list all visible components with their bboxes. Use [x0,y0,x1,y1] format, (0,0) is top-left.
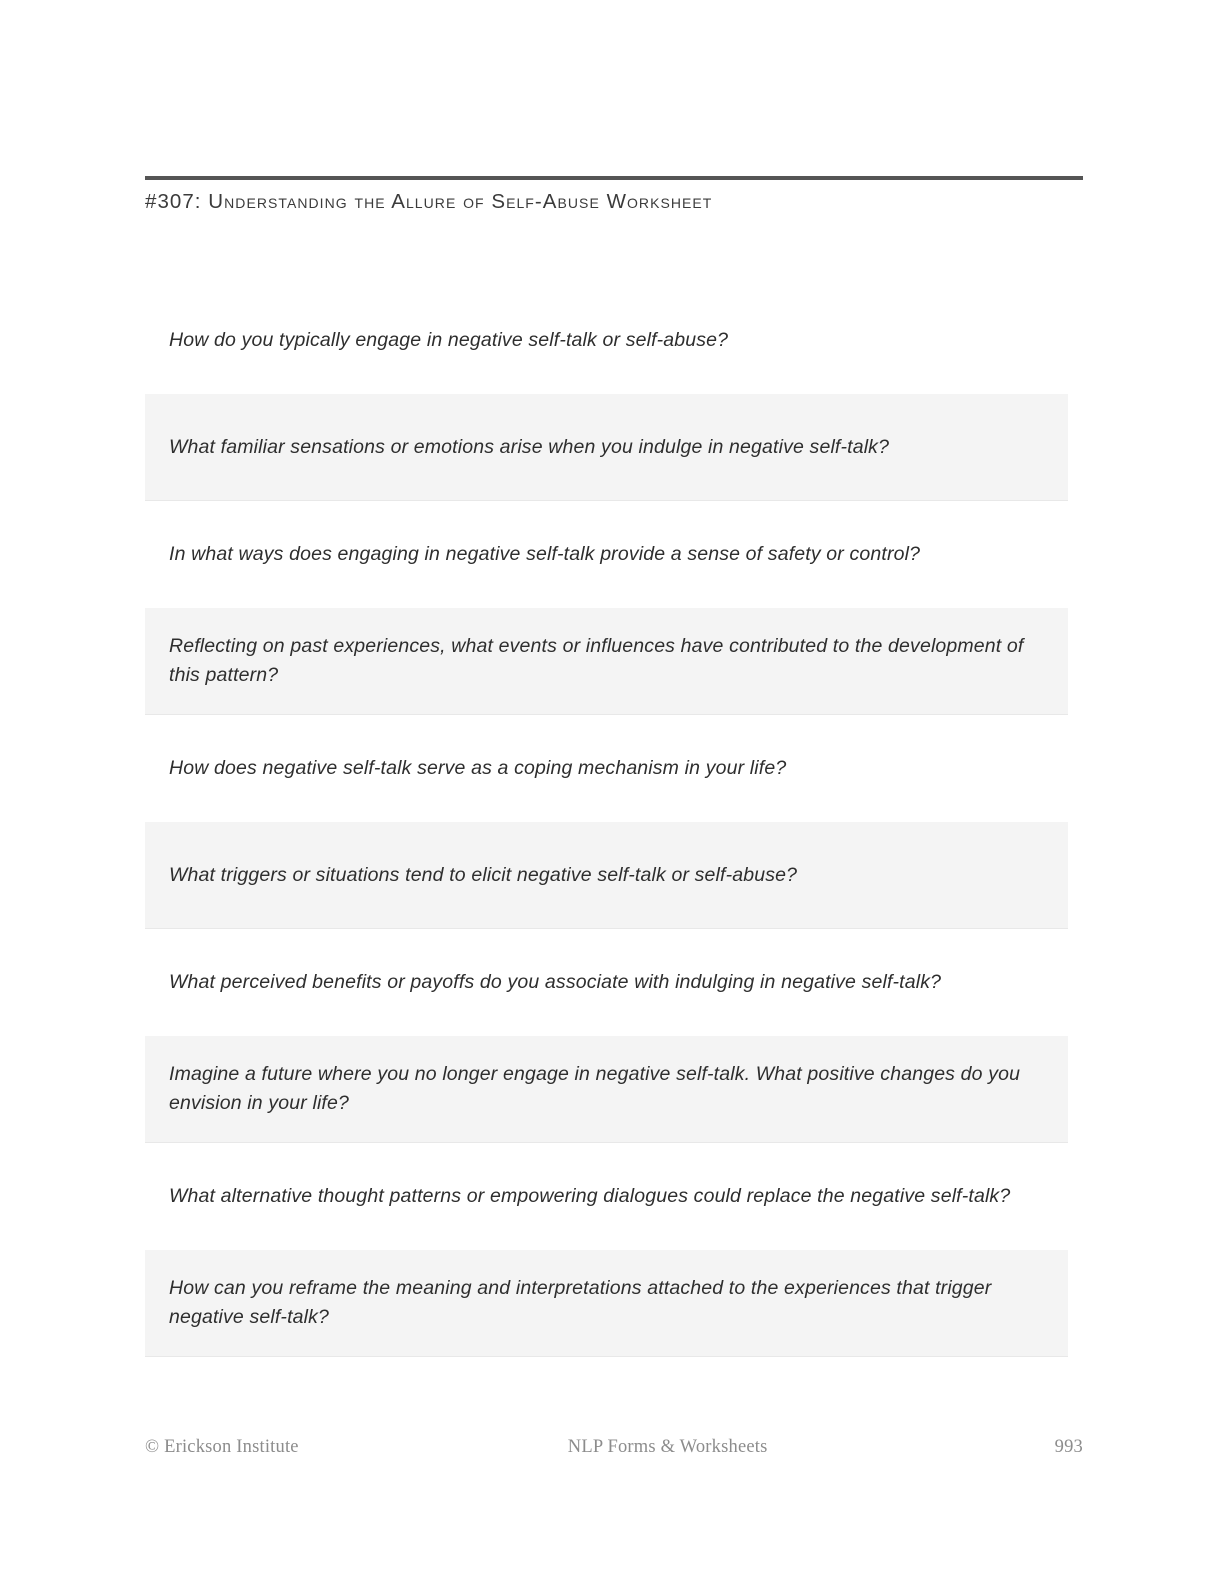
footer-section-title: NLP Forms & Worksheets [567,1437,768,1457]
question-row [145,394,1068,501]
header-rule [145,176,1083,180]
question-row [145,1250,1068,1357]
question-row [145,1036,1068,1143]
footer-page-number: 993 [1054,1437,1083,1457]
page-header [145,176,1083,215]
question-text: What alternative thought patterns or empowering dialogues could replace the negative self-talk? [169,1185,1011,1208]
question-text: What perceived benefits or payoffs do you associate with indulging in negative self-talk? [169,971,942,994]
question-row [145,929,1068,1036]
question-text: How does negative self-talk serve as a coping mechanism in your life? [169,757,787,780]
page-title: #307: Understanding the Allure of Self-Abuse Worksheet [145,190,713,213]
question-text: How do you typically engage in negative self-talk or self-abuse? [169,329,729,352]
question-text: Reflecting on past experiences, what events or influences have contributed to the development of this pattern? [169,635,1024,686]
question-row [145,287,1068,394]
question-row [145,1143,1068,1250]
question-list [145,287,1068,1357]
question-text: How can you reframe the meaning and interpretations attached to the experiences that trigger negative self-talk? [169,1277,992,1328]
question-text: Imagine a future where you no longer engage in negative self-talk. What positive changes do you envision in your life? [169,1063,1021,1114]
page-footer [145,1437,1083,1458]
question-text: In what ways does engaging in negative self-talk provide a sense of safety or control? [169,543,921,566]
question-row [145,501,1068,608]
question-text: What triggers or situations tend to elicit negative self-talk or self-abuse? [169,863,798,886]
question-row [145,715,1068,822]
question-row [145,608,1068,715]
question-row [145,822,1068,929]
question-text: What familiar sensations or emotions arise when you indulge in negative self-talk? [169,435,890,458]
footer-copyright: © Erickson Institute [145,1437,299,1457]
